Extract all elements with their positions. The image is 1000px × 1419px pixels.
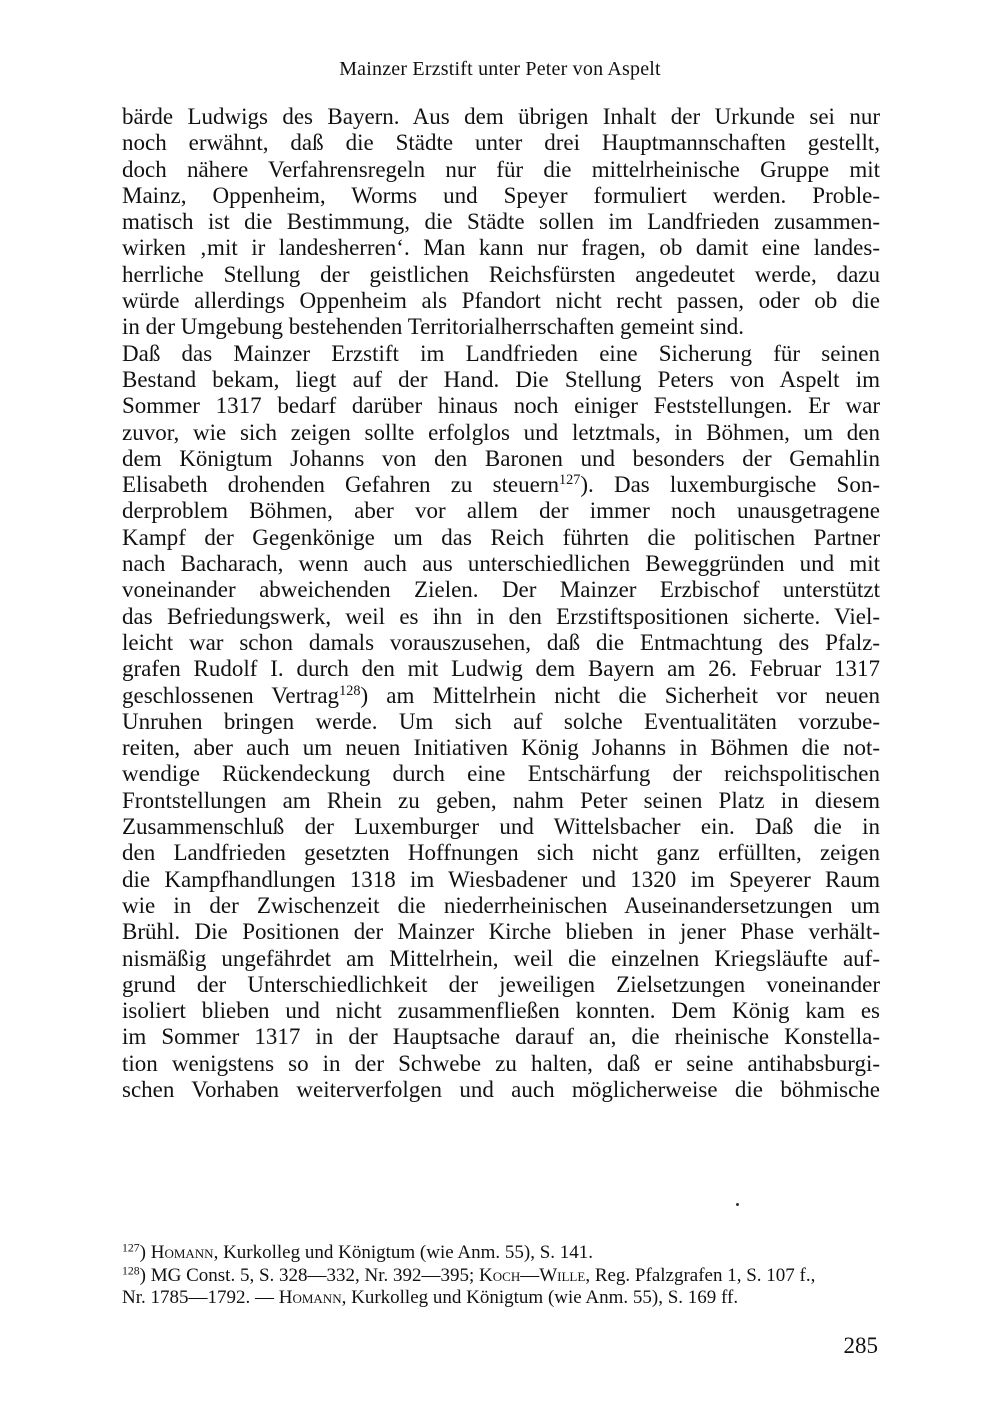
text-line: Unruhen bringen werde. Um sich auf solche Eventualitäten vorzube-: [122, 708, 880, 734]
text-line: Daß das Mainzer Erzstift im Landfrieden eine Sicherung für seinen: [122, 340, 880, 366]
footnote-text: , Kurkolleg und Königtum (wie Anm. 55), S. 141.: [213, 1242, 594, 1263]
text-line: reiten, aber auch um neuen Initiativen König Johanns in Böhmen die not-: [122, 735, 880, 761]
text-line: Kampf der Gegenkönige um das Reich führten die politischen Partner: [122, 524, 880, 550]
running-header: Mainzer Erzstift unter Peter von Aspelt: [339, 58, 661, 80]
footnote-128: [122, 1265, 880, 1288]
stray-mark: [736, 1203, 739, 1206]
text-line: dem Königtum Johanns von den Baronen und besonders der Gemahlin: [122, 445, 880, 471]
text-line: wie in der Zwischenzeit die niederrheinischen Auseinandersetzungen um: [122, 892, 880, 918]
text-line: Zusammenschluß der Luxemburger und Wittelsbacher ein. Daß die in: [122, 814, 880, 840]
text-line: die Kampfhandlungen 1318 im Wiesbadener und 1320 im Speyerer Raum: [122, 866, 880, 892]
text-line: Frontstellungen am Rhein zu geben, nahm Peter seinen Platz in diesem: [122, 787, 880, 813]
page-number: 285: [843, 1333, 878, 1358]
text-line: derproblem Böhmen, aber vor allem der immer noch unausgetragene: [122, 498, 880, 524]
footnote-text: , Kurkolleg und Königtum (wie Anm. 55), S. 169 ff.: [341, 1287, 739, 1308]
footnote-ref-128[interactable]: 128: [339, 682, 361, 699]
main-text: [122, 104, 880, 1103]
text-line: nismäßig ungefährdet am Mittelrhein, weil die einzelnen Kriegsläufte auf-: [122, 945, 880, 971]
text-line: herrliche Stellung der geistlichen Reichsfürsten angedeutet werde, dazu: [122, 261, 880, 287]
footnote-number: 127: [122, 1241, 140, 1255]
text-segment: ). Das luxemburgische Son-: [580, 472, 881, 498]
text-line: im Sommer 1317 in der Hauptsache darauf an, die rheinische Konstella-: [122, 1024, 880, 1050]
text-line: wirken ‚mit ir landesherren‘. Man kann nur fragen, ob damit eine landes-: [122, 235, 880, 261]
text-line: voneinander abweichenden Zielen. Der Mainzer Erzbischof unterstützt: [122, 577, 880, 603]
text-line: grund der Unterschiedlichkeit der jeweiligen Zielsetzungen voneinander: [122, 971, 880, 997]
footnote-ref-127[interactable]: 127: [559, 472, 581, 489]
footnote-paren: ): [139, 1242, 146, 1263]
text-line: Brühl. Die Positionen der Mainzer Kirche blieben in jener Phase verhält-: [122, 919, 880, 945]
text-line: grafen Rudolf I. durch den mit Ludwig dem Bayern am 26. Februar 1317: [122, 656, 880, 682]
text-line: nach Bacharach, wenn auch aus unterschiedlichen Beweggründen und mit: [122, 551, 880, 577]
footnote-text: MG Const. 5, S. 328—332, Nr. 392—395;: [150, 1264, 480, 1286]
text-line: Bestand bekam, liegt auf der Hand. Die Stellung Peters von Aspelt im: [122, 366, 880, 392]
text-line: doch nähere Verfahrensregeln nur für die mittelrheinische Gruppe mit: [122, 156, 880, 182]
text-line: bärde Ludwigs des Bayern. Aus dem übrigen Inhalt der Urkunde sei nur: [122, 104, 880, 129]
text-line: schen Vorhaben weiterverfolgen und auch möglicherweise die böhmische: [122, 1076, 880, 1102]
text-line: matisch ist die Bestimmung, die Städte sollen im Landfrieden zusammen-: [122, 209, 880, 235]
text-line: [122, 683, 880, 709]
text-line: isoliert blieben und nicht zusammenfließen konnten. Dem König kam es: [122, 998, 880, 1024]
text-line: wendige Rückendeckung durch eine Entschärfung der reichspolitischen: [122, 761, 880, 787]
author-name: Homann: [278, 1287, 342, 1308]
author-name: Koch—Wille: [479, 1264, 586, 1286]
text-line: Sommer 1317 bedarf darüber hinaus noch einiger Feststellungen. Er war: [122, 393, 880, 419]
text-line: zuvor, wie sich zeigen sollte erfolglos und letztmals, in Böhmen, um den: [122, 419, 880, 445]
text-line: Mainz, Oppenheim, Worms und Speyer formuliert werden. Proble-: [122, 182, 880, 208]
text-line: [122, 472, 880, 498]
text-segment: Elisabeth drohenden Gefahren zu steuern: [122, 472, 560, 498]
footnote-128-cont: [122, 1287, 880, 1310]
author-name: Homann: [150, 1242, 214, 1263]
footnote-paren: ): [139, 1264, 146, 1286]
footnote-text: , Reg. Pfalzgrafen 1, S. 107 f.,: [585, 1264, 816, 1286]
text-line: würde allerdings Oppenheim als Pfandort nicht recht passen, oder ob die: [122, 288, 880, 314]
footnotes: [122, 1242, 880, 1310]
footnote-127: [122, 1242, 880, 1265]
text-line: den Landfrieden gesetzten Hoffnungen sich nicht ganz erfüllten, zeigen: [122, 840, 880, 866]
text-line: noch erwähnt, daß die Städte unter drei Hauptmannschaften gestellt,: [122, 130, 880, 156]
text-line: tion wenigstens so in der Schwebe zu halten, daß er seine antihabsburgi-: [122, 1050, 880, 1076]
footnote-number: 128: [122, 1264, 140, 1278]
text-segment: ) am Mittelrhein nicht die Sicherheit vor neuen: [360, 682, 880, 708]
text-segment: geschlossenen Vertrag: [122, 682, 340, 708]
footnote-text: Nr. 1785—1792. —: [122, 1287, 279, 1308]
text-line: in der Umgebung bestehenden Territorialherrschaften gemeint sind.: [122, 314, 744, 340]
text-line: das Befriedungswerk, weil es ihn in den Erzstiftspositionen sicherte. Viel-: [122, 603, 880, 629]
text-line: leicht war schon damals vorauszusehen, daß die Entmachtung des Pfalz-: [122, 629, 880, 655]
